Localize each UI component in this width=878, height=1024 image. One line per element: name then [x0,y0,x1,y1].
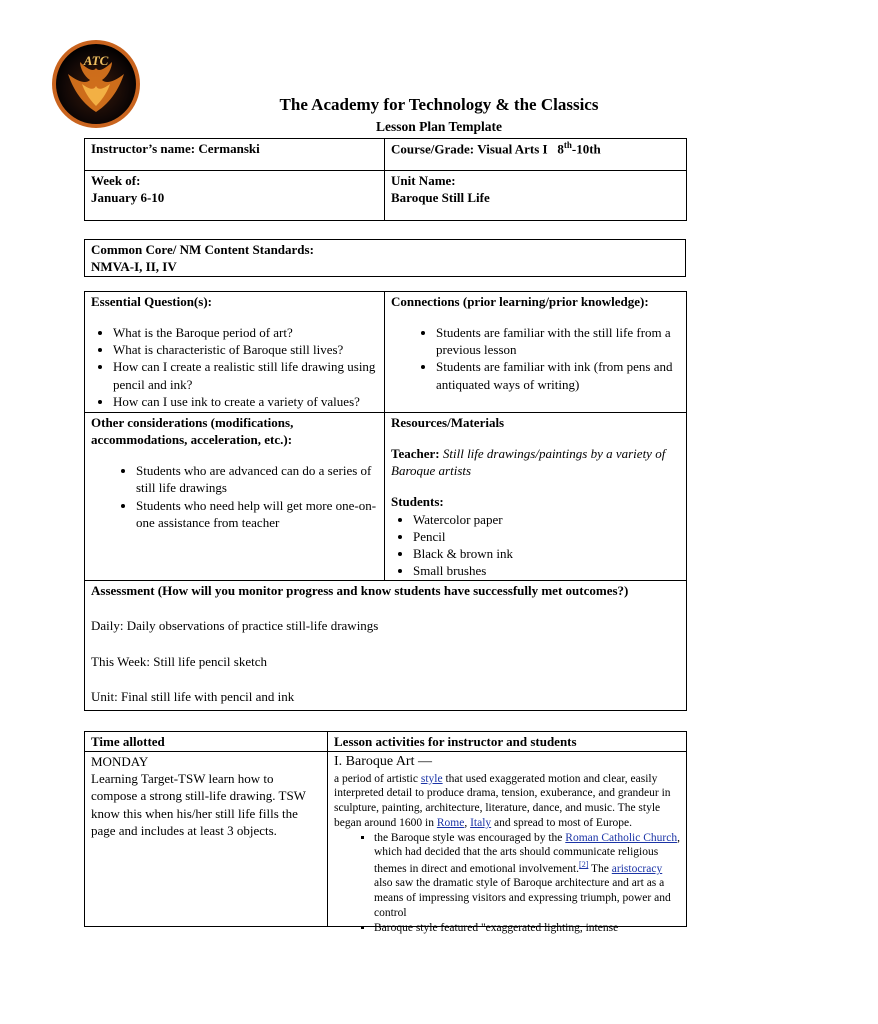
list-item: • Small brushes [413,562,680,579]
students-label: Students: [391,494,444,510]
grade-sup: th [563,140,572,150]
teacher-label: Teacher: [391,446,440,462]
activity-heading: I. Baroque Art — [334,754,432,770]
list-item: • Students are familiar with the still life from a previous lesson [436,324,680,358]
list-item: • What is characteristic of Baroque still lives? [113,341,378,358]
activities-cell [328,752,687,934]
link-style[interactable]: style [420,772,443,785]
course-name: Visual Arts I [477,141,548,157]
standards-table [84,239,686,277]
assessment-daily: Daily: Daily observations of practice still-life drawings [91,618,379,634]
citation-link[interactable]: [2] [579,859,589,869]
unit-label: Unit Name: [391,173,456,188]
week-cell [85,171,385,221]
text-run: , [464,816,471,829]
link-aristocracy[interactable]: aristocracy [611,862,663,875]
grade-pre: 8 [557,141,564,157]
instructor-label: Instructor’s name: [91,141,196,156]
grade-post: -10th [571,141,601,157]
link-italy[interactable]: Italy [470,816,492,829]
assessment-unit: Unit: Final still life with pencil and ink [91,688,295,704]
activity-bullets [334,831,680,936]
unit-value: Baroque Still Life [391,190,490,206]
time-cell [85,752,328,927]
instructor-name: Cermanski [198,141,260,156]
logo-text: ATC [83,53,109,68]
text-run: also saw the dramatic style of Baroque architecture and art as a means of impressing visitors and expressing triumph, power and control [374,877,671,919]
teacher-materials: Still life drawings/paintings by a variety of Baroque artists [391,446,666,479]
other-list [91,462,378,531]
page-subtitle: Lesson Plan Template [375,119,503,134]
list-item: • Students who need help will get more one-on-one assistance from teacher [136,497,378,531]
unit-cell [385,171,687,221]
info-table [84,138,687,221]
activities-header: Lesson activities for instructor and students [328,732,687,752]
standards-label: Common Core/ NM Content Standards: [91,242,314,257]
list-item [374,831,680,921]
text-run: a period of artistic [334,772,421,785]
resources-cell [385,413,687,581]
list-item: • How can I create a realistic still life drawing using pencil and ink? [113,358,378,392]
standards-value: NMVA-I, II, IV [91,259,177,275]
list-item: ▪ Baroque style featured "exaggerated lighting, intense [374,921,680,936]
day-label: MONDAY [91,754,149,770]
list-item: • How can I use ink to create a variety of values? [113,393,378,410]
text-run: The [588,862,612,875]
week-label: Week of: [91,173,141,188]
list-item: • Pencil [413,528,680,545]
resources-label: Resources/Materials [391,415,505,430]
lesson-table [84,731,687,934]
page-title: The Academy for Technology & the Classics [279,95,599,114]
link-rome[interactable]: Rome [436,816,465,829]
course-label: Course/Grade: [391,141,475,157]
assessment-week: This Week: Still life pencil sketch [91,653,267,669]
other-considerations-cell [85,413,385,581]
list-item: • Students who are advanced can do a series of still life drawings [136,462,378,496]
list-item: • What is the Baroque period of art? [113,324,378,341]
connections-list [391,324,680,393]
other-label: Other considerations (modifications, accommodations, acceleration, etc.): [91,415,294,448]
plan-table [84,291,687,711]
list-item: • Watercolor paper [413,511,680,528]
essential-label: Essential Question(s): [91,294,212,309]
link-roman-catholic-church[interactable]: Roman Catholic Church [565,831,678,844]
instructor-cell [85,139,385,171]
text-run: and spread to most of Europe. [491,816,632,829]
text-run: the Baroque style was encouraged by the [374,831,566,844]
essential-list [91,324,378,410]
connections-cell [385,292,687,413]
assessment-cell [85,581,687,711]
time-allotted-header: Time allotted [85,732,328,752]
essential-cell [85,292,385,413]
activity-paragraph [334,772,680,831]
connections-label: Connections (prior learning/prior knowledge): [391,294,649,309]
list-item: • Students are familiar with ink (from pens and antiquated ways of writing) [436,358,680,392]
learning-target: Learning Target-TSW learn how to compose a strong still-life drawing. TSW know this when his/her still life fills the page and includes at least 3 objects. [91,771,306,838]
students-materials-list [391,511,680,580]
course-cell [385,139,687,171]
assessment-label: Assessment (How will you monitor progress and know students have successfully met outcomes?) [91,583,629,599]
week-value: January 6-10 [91,190,165,206]
text-run: , which had decided that the arts should communicate religious themes in direct and emotional involvement. [374,831,680,875]
list-item: • Black & brown ink [413,545,680,562]
text-run: that used exaggerated motion and clear, easily interpreted detail to produce drama, tension, exuberance, and grandeur in sculpture, painting, architecture, literature, dance, and music. The style began around 1600 in [334,772,671,829]
